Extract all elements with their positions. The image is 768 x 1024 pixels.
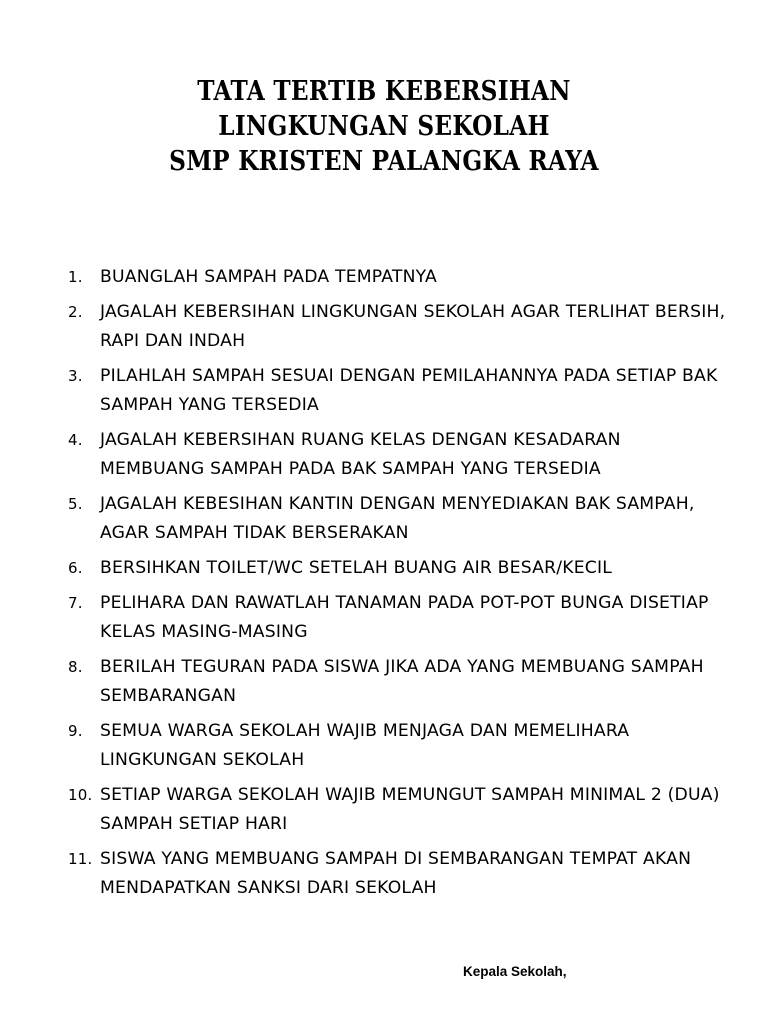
rule-text: BUANGLAH SAMPAH PADA TEMPATNYA [100,267,437,287]
rule-text: JAGALAH KEBESIHAN KANTIN DENGAN MENYEDIAKAN BAK SAMPAH, AGAR SAMPAH TIDAK BERSERAKAN [100,494,695,543]
document-title [0,74,768,179]
rule-number: 8. [68,658,83,676]
rule-number: 1. [68,268,83,286]
rule-item [68,263,728,292]
rule-item [68,845,728,903]
rule-number: 3. [68,367,83,385]
title-line: TATA TERTIB KEBERSIHAN [197,76,571,107]
rule-number: 4. [68,431,83,449]
rule-text: PILAHLAH SAMPAH SESUAI DENGAN PEMILAHANNYA PADA SETIAP BAK SAMPAH YANG TERSEDIA [100,366,718,415]
rule-item [68,781,728,839]
rule-number: 9. [68,722,83,740]
rule-text: SEMUA WARGA SEKOLAH WAJIB MENJAGA DAN MEMELIHARA LINGKUNGAN SEKOLAH [100,721,630,770]
rule-text: BERILAH TEGURAN PADA SISWA JIKA ADA YANG MEMBUANG SAMPAH SEMBARANGAN [100,657,704,706]
rule-text: BERSIHKAN TOILET/WC SETELAH BUANG AIR BESAR/KECIL [100,558,613,578]
rules-list [68,263,728,909]
rule-item [68,362,728,420]
rule-number: 7. [68,594,83,612]
rule-item [68,554,728,583]
rule-text: JAGALAH KEBERSIHAN LINGKUNGAN SEKOLAH AGAR TERLIHAT BERSIH, RAPI DAN INDAH [100,302,726,351]
rule-item [68,589,728,647]
rule-item [68,653,728,711]
rule-item [68,490,728,548]
rule-text: PELIHARA DAN RAWATLAH TANAMAN PADA POT-POT BUNGA DISETIAP KELAS MASING-MASING [100,593,709,642]
rule-item [68,298,728,356]
rule-number: 10. [68,786,93,804]
rule-number: 5. [68,495,83,513]
rule-number: 11. [68,850,93,868]
rule-number: 6. [68,559,83,577]
signature-label: Kepala Sekolah, [463,964,567,979]
rule-text: SETIAP WARGA SEKOLAH WAJIB MEMUNGUT SAMPAH MINIMAL 2 (DUA) SAMPAH SETIAP HARI [100,785,720,834]
rule-number: 2. [68,303,83,321]
rule-text: SISWA YANG MEMBUANG SAMPAH DI SEMBARANGAN TEMPAT AKAN MENDAPATKAN SANKSI DARI SEKOLAH [100,849,692,898]
rule-item [68,426,728,484]
title-line: LINGKUNGAN SEKOLAH [218,111,550,142]
title-line: SMP KRISTEN PALANGKA RAYA [169,146,599,177]
rule-item [68,717,728,775]
rule-text: JAGALAH KEBERSIHAN RUANG KELAS DENGAN KESADARAN MEMBUANG SAMPAH PADA BAK SAMPAH YANG TERSEDIA [100,430,621,479]
